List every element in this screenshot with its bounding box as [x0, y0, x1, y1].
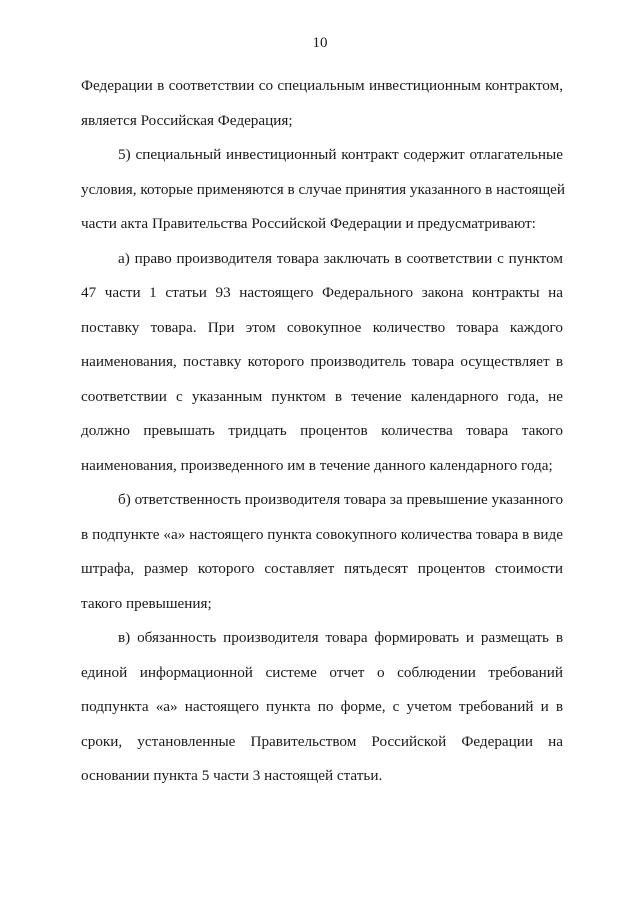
text-line: является Российская Федерация;	[81, 111, 293, 129]
text-line: единой информационной системе отчет о соблюдении требований	[81, 663, 563, 681]
document-body	[81, 74, 566, 799]
text-line: 5) специальный инвестиционный контракт содержит отлагательные	[118, 146, 563, 163]
text-line: такого превышения;	[81, 594, 212, 612]
text-line: основании пункта 5 части 3 настоящей статьи.	[81, 767, 383, 784]
text-line: соответствии с указанным пунктом в течение календарного года, не	[81, 387, 563, 405]
text-line: штрафа, размер которого составляет пятьдесят процентов стоимости	[81, 560, 563, 577]
text-line: в подпункте «а» настоящего пункта совокупного количества товара в виде	[81, 525, 563, 543]
text-line: Федерации в соответствии со специальным инвестиционным контрактом,	[81, 77, 563, 94]
text-line: в) обязанность производителя товара формировать и размещать в	[118, 629, 563, 646]
text-line: должно превышать тридцать процентов количества товара такого	[81, 422, 563, 439]
text-line: части акта Правительства Российской Федерации и предусматривают:	[81, 215, 536, 232]
text-line: а) право производителя товара заключать в соответствии с пунктом	[118, 249, 563, 267]
page-number: 10	[312, 35, 328, 51]
text-line: наименования, поставку которого производитель товара осуществляет в	[81, 353, 563, 370]
text-line: б) ответственность производителя товара за превышение указанного	[118, 491, 564, 508]
text-line: сроки, установленные Правительством Российской Федерации на	[81, 732, 563, 750]
text-line: поставку товара. При этом совокупное количество товара каждого	[81, 318, 563, 336]
text-line: 47 части 1 статьи 93 настоящего Федерального закона контракты на	[81, 284, 563, 301]
text-line: подпункта «а» настоящего пункта по форме, с учетом требований и в	[81, 698, 563, 715]
text-line: наименования, произведенного им в течение данного календарного года;	[81, 456, 553, 474]
text-line: условия, которые применяются в случае принятия указанного в настоящей	[81, 180, 566, 198]
